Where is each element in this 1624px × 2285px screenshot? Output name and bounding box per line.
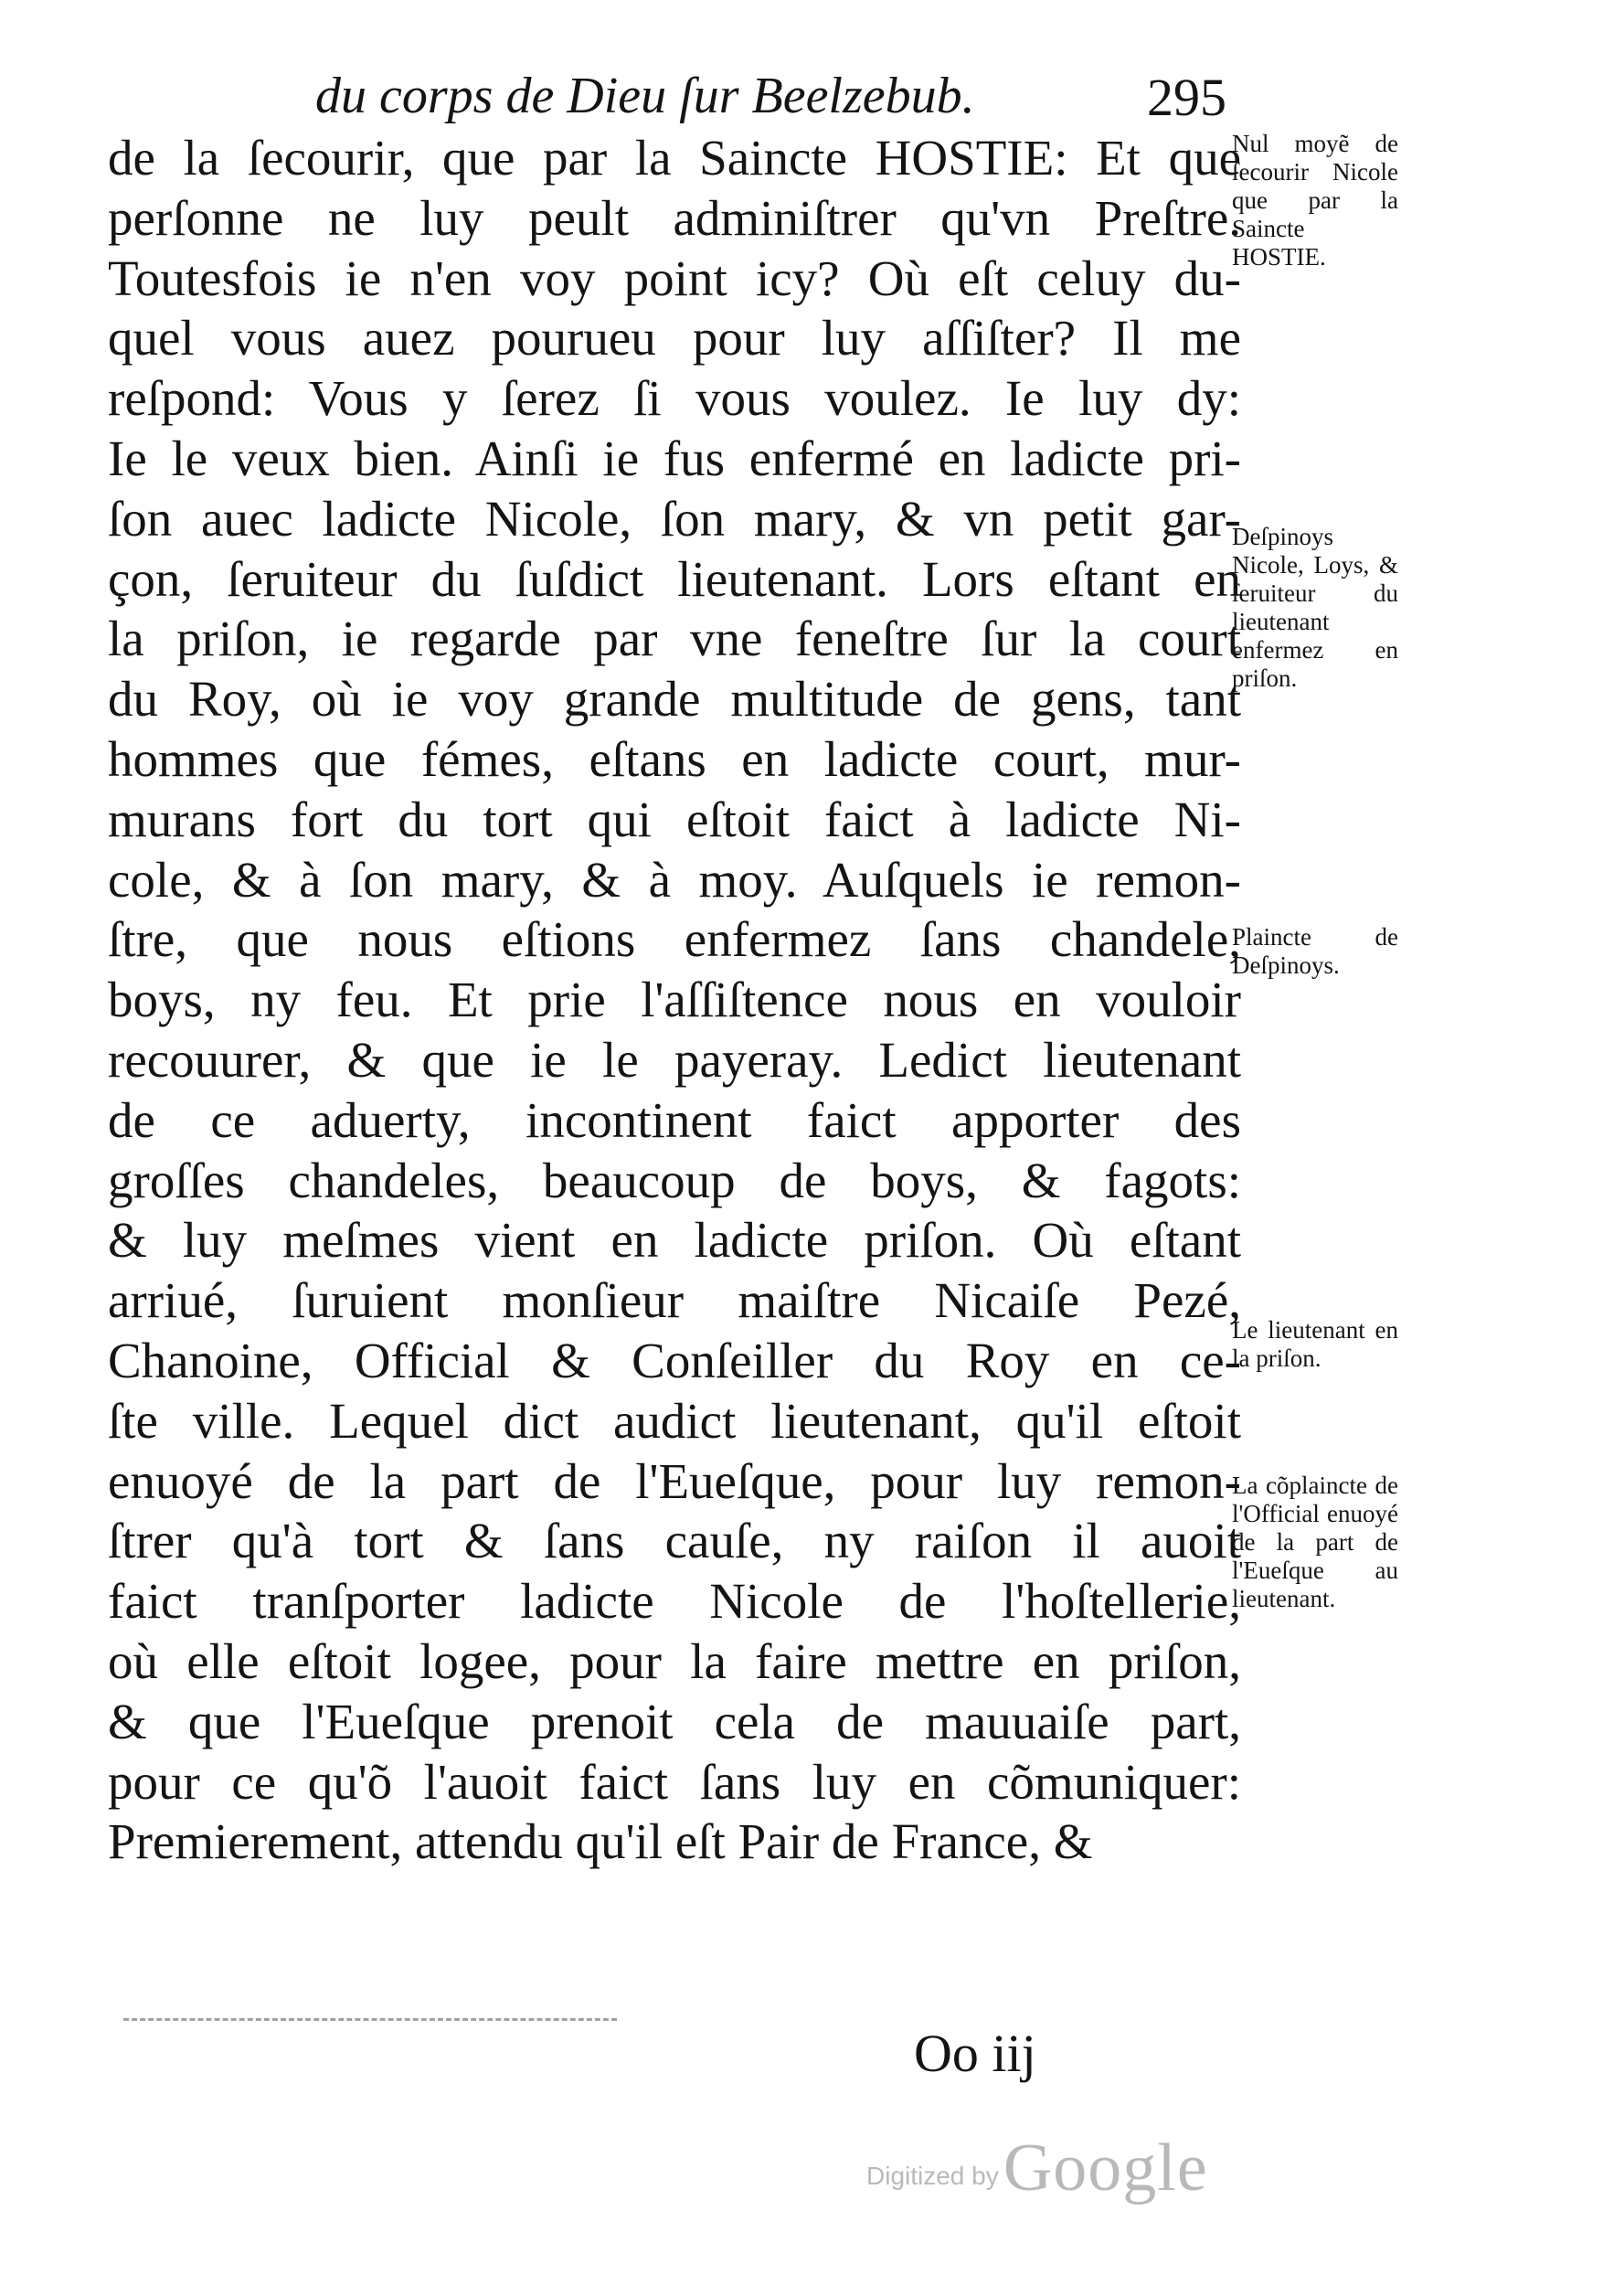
margin-note: La cõplaincte de l'Official enuoyé de la part de l'Eueſque au lieutenant. xyxy=(1232,1472,1398,1612)
text-line: ſon auec ladicte Nicole, ſon mary, & vn petit gar- xyxy=(108,490,1241,547)
text-line: recouurer, & que ie le payeray. Ledict lieutenant xyxy=(108,1031,1241,1088)
text-line: faict tranſporter ladicte Nicole de l'hoſtellerie, xyxy=(108,1573,1241,1630)
text-line: çon, ſeruiteur du ſuſdict lieutenant. Lors eſtant en xyxy=(108,550,1241,607)
text-line: ſtre, que nous eſtions enfermez ſans chandele, xyxy=(108,911,1241,968)
text-line: Toutesfois ie n'en voy point icy? Où eſt celuy du- xyxy=(108,250,1241,306)
text-line: quel vous auez pourueu pour luy aſſiſter? Il me xyxy=(108,310,1241,367)
watermark-brand: Google xyxy=(1003,2131,1208,2205)
text-line: Ie le veux bien. Ainſi ie fus enfermé en ladicte pri- xyxy=(108,430,1241,486)
margin-note: Nul moyẽ de ſecourir Nicole que par la Saincte HOSTIE. xyxy=(1232,130,1398,271)
text-line: enuoyé de la part de l'Eueſque, pour luy remon- xyxy=(108,1452,1241,1509)
text-line: & luy meſmes vient en ladicte priſon. Où eſtant xyxy=(108,1212,1241,1269)
text-line: où elle eſtoit logee, pour la faire mettre en priſon, xyxy=(108,1632,1241,1689)
signature-mark: Oo iij xyxy=(914,2024,1036,2083)
text-line: & que l'Eueſque prenoit cela de mauuaiſe part, xyxy=(108,1693,1241,1749)
text-line: Premierement, attendu qu'il eſt Pair de France, & xyxy=(108,1813,1093,1870)
bottom-rule xyxy=(123,2018,617,2021)
text-line: cole, & à ſon mary, & à moy. Auſquels ie remon- xyxy=(108,851,1241,908)
margin-note: Le lieutenant en la priſon. xyxy=(1232,1316,1398,1372)
text-line: de ce aduerty, incontinent faict apporter des xyxy=(108,1091,1241,1148)
text-line: groſſes chandeles, beaucoup de boys, & fagots: xyxy=(108,1152,1241,1208)
text-line: ſte ville. Lequel dict audict lieutenant, qu'il eſtoit xyxy=(108,1392,1241,1449)
running-title: du corps de Dieu ſur Beelzebub. xyxy=(315,68,975,124)
watermark-prefix: Digitized by xyxy=(866,2162,999,2190)
text-line: de la ſecourir, que par la Saincte HOSTIE: Et que xyxy=(108,130,1241,186)
page-number: 295 xyxy=(1147,68,1226,127)
text-line: murans fort du tort qui eſtoit faict à ladicte Ni- xyxy=(108,791,1241,847)
text-line: la priſon, ie regarde par vne feneſtre ſur la court xyxy=(108,611,1241,667)
text-line: hommes que fémes, eſtans en ladicte court, mur- xyxy=(108,730,1241,787)
margin-note: Plaincte de Deſpinoys. xyxy=(1232,923,1398,979)
text-line: perſonne ne luy peult adminiſtrer qu'vn Preſtre. xyxy=(108,189,1241,246)
text-line: Chanoine, Official & Conſeiller du Roy en ce- xyxy=(108,1332,1241,1388)
text-line: arriué, ſuruient monſieur maiſtre Nicaiſe Pezé, xyxy=(108,1272,1241,1329)
margin-note: Deſpinoys Nicole, Loys, & ſeruiteur du lieutenant enfermez en priſon. xyxy=(1232,523,1398,692)
digitized-watermark xyxy=(866,2130,1208,2207)
text-line: ſtrer qu'à tort & ſans cauſe, ny raiſon il auoit xyxy=(108,1513,1241,1569)
main-text-block xyxy=(108,128,1241,1872)
text-line: boys, ny feu. Et prie l'aſſiſtence nous en vouloir xyxy=(108,972,1241,1028)
text-line: reſpond: Vous y ſerez ſi vous voulez. Ie luy dy: xyxy=(108,370,1241,427)
text-line: pour ce qu'õ l'auoit faict ſans luy en cõmuniquer: xyxy=(108,1753,1241,1810)
text-line: du Roy, où ie voy grande multitude de gens, tant xyxy=(108,671,1241,728)
